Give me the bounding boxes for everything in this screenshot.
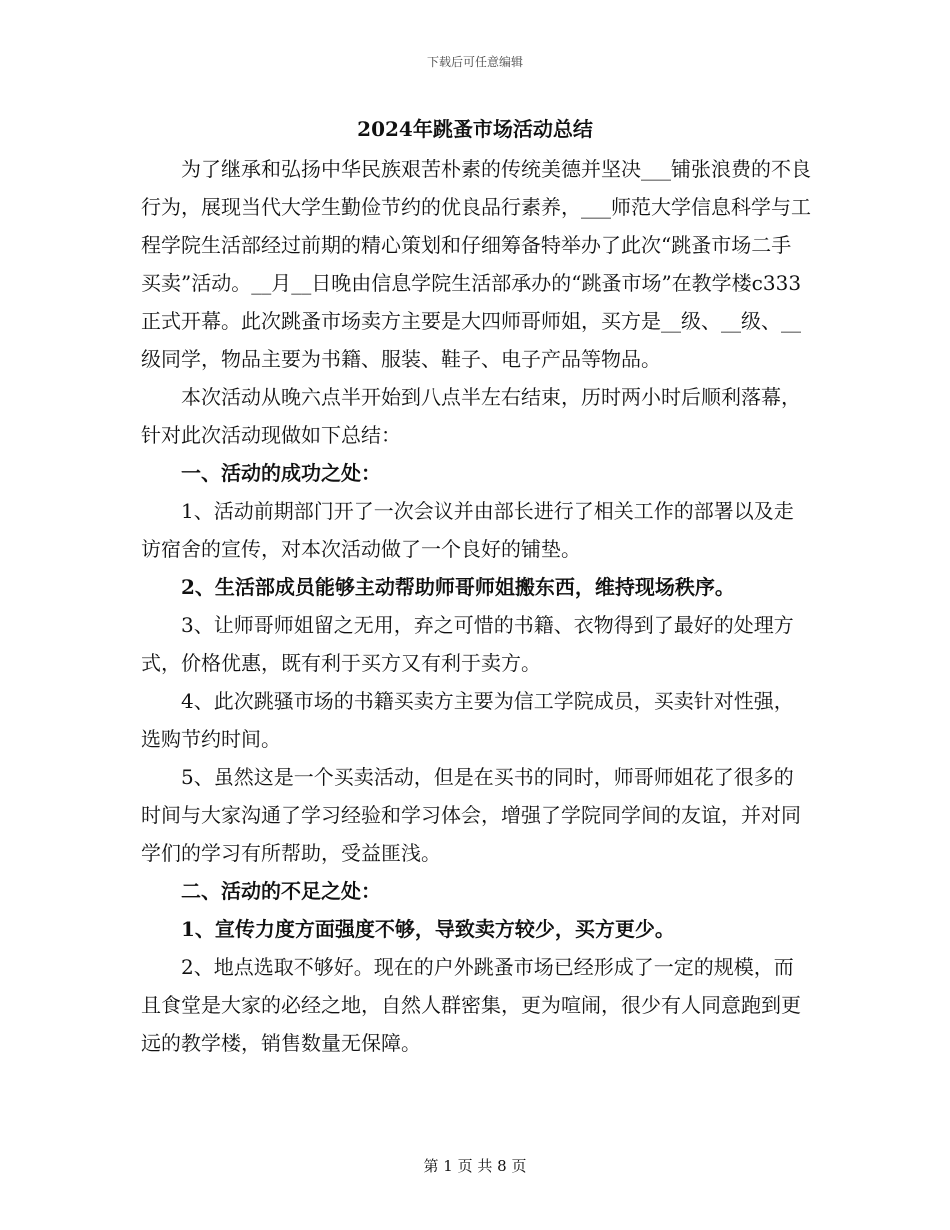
page-number: 第 1 页 共 8 页 (423, 1157, 527, 1175)
paragraph-intro: 为了继承和弘扬中华民族艰苦朴素的传统美德并坚决___铺张浪费的不良行为，展现当代大学生勤俭节约的优良品行素养，___师范大学信息科学与工程学院生活部经过前期的精心策划和仔细筹备特举办了此次“跳蚤市场二手买卖”活动。__月__日晚由信息学院生活部承办的“跳蚤市场”在教学楼c333正式开幕。此次跳蚤市场卖方主要是大四师哥师姐，买方是__级、__级、__级同学，物品主要为书籍、服装、鞋子、电子产品等物品。 (141, 157, 811, 371)
paragraph-shortcoming-1: 1、宣传力度方面强度不够，导致卖方较少，买方更少。 (181, 917, 675, 941)
paragraph-shortcoming-2: 2、地点选取不够好。现在的户外跳蚤市场已经形成了一定的规模，而且食堂是大家的必经之地，自然人群密集，更为喧闹，很少有人同意跑到更远的教学楼，销售数量无保障。 (141, 955, 801, 1055)
paragraph-summary-lead: 本次活动从晚六点半开始到八点半左右结束，历时两小时后顺利落幕，针对此次活动现做如下总结： (141, 385, 801, 447)
paragraph-success-1: 1、活动前期部门开了一次会议并由部长进行了相关工作的部署以及走访宿舍的宣传，对本次活动做了一个良好的铺垫。 (141, 499, 794, 561)
section-heading-shortcomings: 二、活动的不足之处： (181, 879, 381, 903)
section-heading-successes: 一、活动的成功之处： (181, 461, 381, 485)
paragraph-success-2: 2、生活部成员能够主动帮助师哥师姐搬东西，维持现场秩序。 (181, 575, 735, 599)
paragraph-success-5: 5、虽然这是一个买卖活动，但是在买书的同时，师哥师姐花了很多的时间与大家沟通了学习经验和学习体会，增强了学院同学间的友谊，并对同学们的学习有所帮助，受益匪浅。 (141, 765, 801, 865)
paragraph-success-3: 3、让师哥师姐留之无用，弃之可惜的书籍、衣物得到了最好的处理方式，价格优惠，既有利于买方又有利于卖方。 (141, 613, 794, 675)
header-note: 下载后可任意编辑 (426, 55, 523, 69)
paragraph-success-4: 4、此次跳骚市场的书籍买卖方主要为信工学院成员，买卖针对性强，选购节约时间。 (141, 689, 794, 751)
document-body (141, 150, 811, 1062)
document-title: 2024年跳蚤市场活动总结 (357, 117, 593, 141)
page-footer (0, 1155, 950, 1176)
